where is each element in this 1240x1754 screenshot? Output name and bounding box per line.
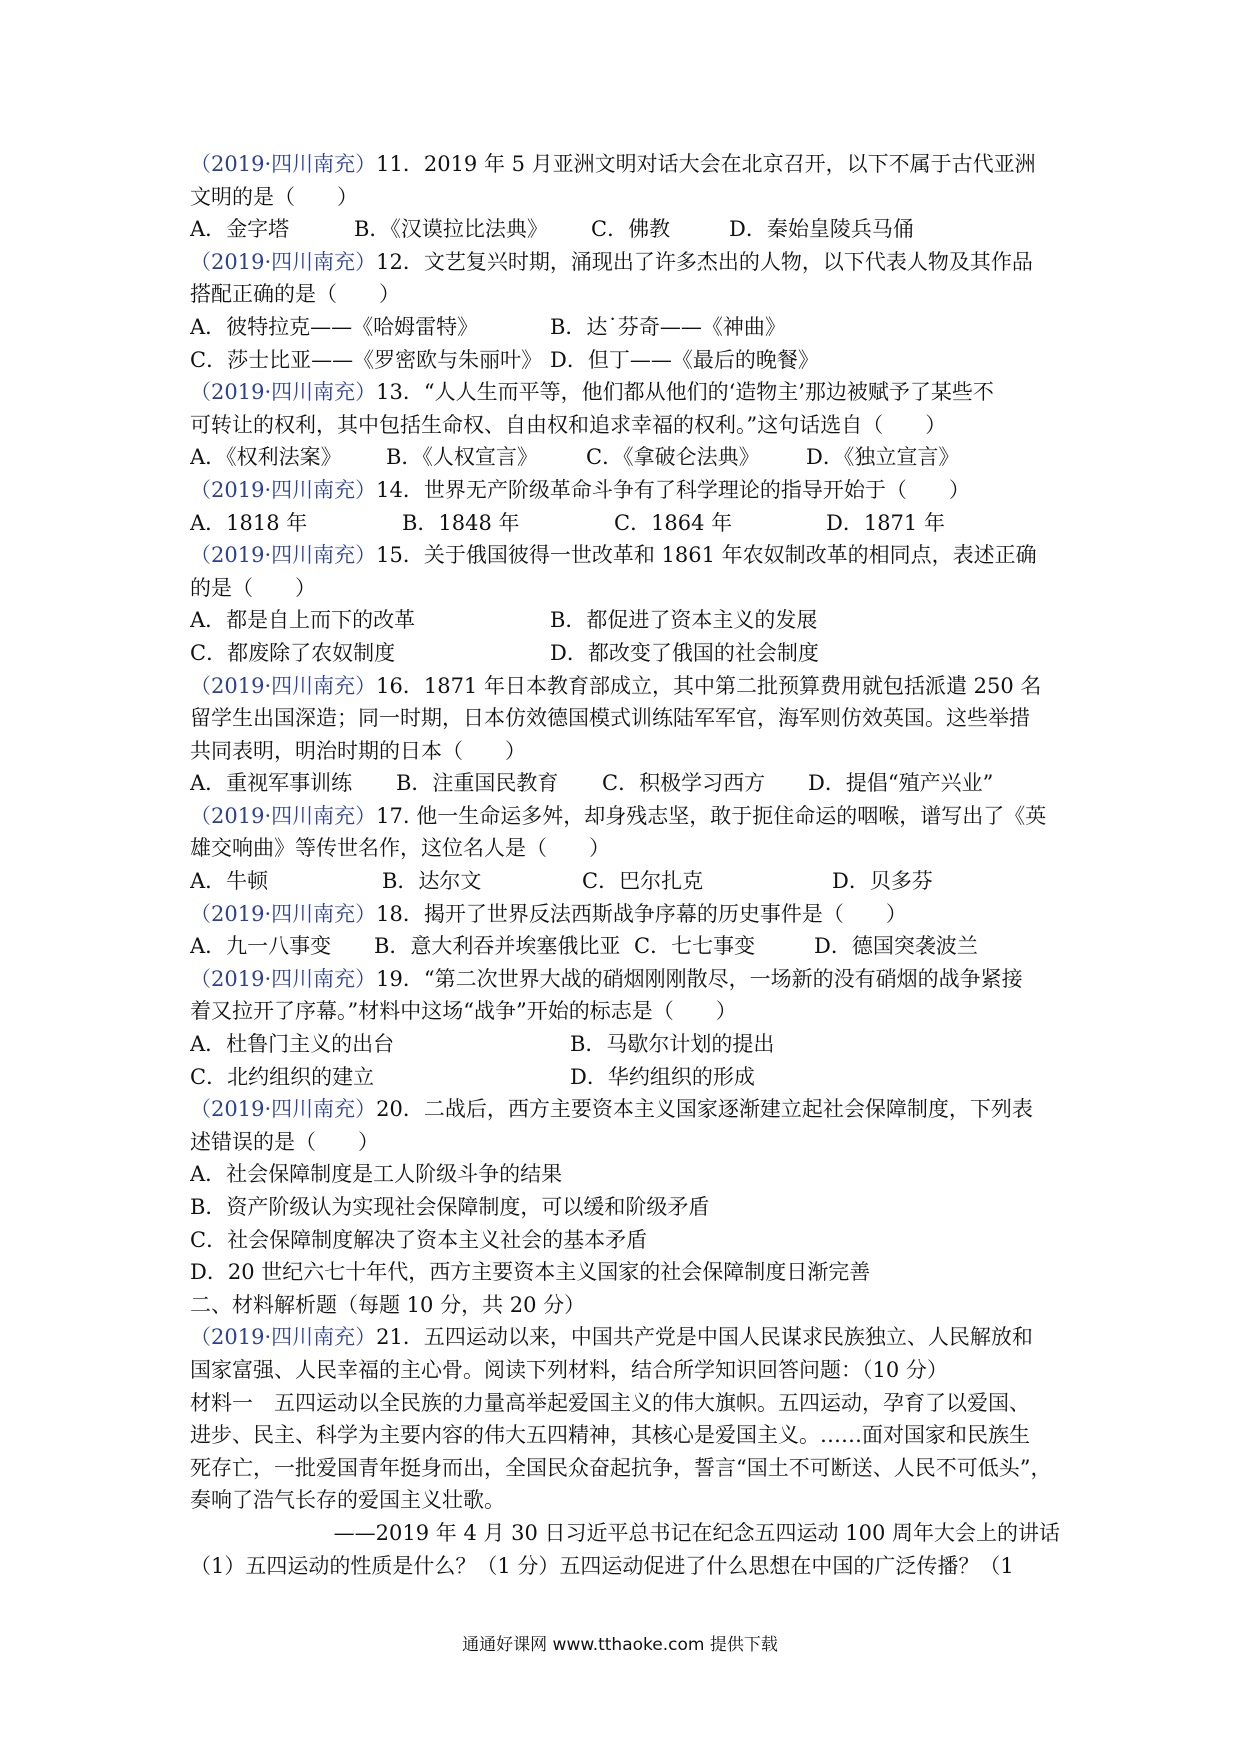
- question-16-line-3: 共同表明，明治时期的日本（ ）: [190, 738, 526, 763]
- question-21-line-1: （2019·四川南充）21．五四运动以来，中国共产党是中国人民谋求民族独立、人民解放和: [190, 1325, 1033, 1350]
- question-20-line-2: 述错误的是（ ）: [190, 1129, 379, 1154]
- question-source: （2019·四川南充）: [190, 543, 377, 568]
- option-b: B．资产阶级认为实现社会保障制度，可以缓和阶级矛盾: [190, 1195, 710, 1219]
- question-12-options-row-1: [190, 311, 1060, 344]
- option-b: B．《人权宣言》: [386, 445, 538, 470]
- option-c: C．巴尔扎克: [582, 869, 704, 894]
- question-source: （2019·四川南充）: [190, 249, 377, 274]
- option-a: A．《权利法案》: [190, 445, 342, 470]
- question-17-line-1: （2019·四川南充）17. 他一生命运多舛，却身残志坚，敢于扼住命运的咽喉，谱写出了《英: [190, 803, 1047, 828]
- option-c: C．社会保障制度解决了资本主义社会的基本矛盾: [190, 1227, 648, 1252]
- option-c: C．莎士比亚——《罗密欧与朱丽叶》: [190, 347, 543, 372]
- material-attribution: ——2019 年 4 月 30 日习近平总书记在纪念五四运动 100 周年大会上的讲话: [333, 1520, 1060, 1545]
- question-21-line-2: 国家富强、人民幸福的主心骨。阅读下列材料，结合所学知识回答问题：（10 分）: [190, 1357, 948, 1382]
- question-16-line-2: 留学生出国深造；同一时期，日本仿效德国模式训练陆军军官，海军则仿效英国。这些举措: [190, 706, 1030, 731]
- question-14-line-1: （2019·四川南充）14．世界无产阶级革命斗争有了科学理论的指导开始于（ ）: [190, 477, 970, 502]
- option-b: B．1848 年: [402, 510, 520, 535]
- question-source: （2019·四川南充）: [190, 966, 377, 991]
- question-20-line-1: （2019·四川南充）20．二战后，西方主要资本主义国家逐渐建立起社会保障制度，下列表: [190, 1097, 1033, 1122]
- option-a: A．都是自上而下的改革: [190, 608, 416, 633]
- question-19-line-1: （2019·四川南充）19．“第二次世界大战的硝烟刚刚散尽，一场新的没有硝烟的战争紧接: [190, 966, 1023, 991]
- question-12-line-2: 搭配正确的是（ ）: [190, 282, 400, 307]
- question-13-line-1: （2019·四川南充）13．“人人生而平等，他们都从他们的‘造物主’那边被赋予了某些不: [190, 380, 994, 405]
- option-b: B．达˙芬奇——《神曲》: [550, 314, 786, 339]
- question-19-line-2: 着又拉开了序幕。”材料中这场“战争”开始的标志是（ ）: [190, 999, 737, 1024]
- option-d: D．20 世纪六七十年代，西方主要资本主义国家的社会保障制度日渐完善: [190, 1260, 871, 1285]
- option-a: A．社会保障制度是工人阶级斗争的结果: [190, 1162, 563, 1187]
- question-15-options-row-2: [190, 637, 1060, 670]
- question-source: （2019·四川南充）: [190, 803, 377, 828]
- material-line-4: 奏响了浩气长存的爱国主义壮歌。: [190, 1488, 505, 1513]
- question-18-options: [190, 930, 1060, 963]
- option-b: B．马歇尔计划的提出: [570, 1032, 775, 1057]
- question-11-line-2: 文明的是（ ）: [190, 184, 358, 209]
- question-16-line-1: （2019·四川南充）16．1871 年日本教育部成立，其中第二批预算费用就包括派遣 250 名: [190, 673, 1042, 698]
- question-13-line-2: 可转让的权利，其中包括生命权、自由权和追求幸福的权利。”这句话选自（ ）: [190, 412, 947, 437]
- question-11-options: [190, 213, 1060, 246]
- option-c: C．积极学习西方: [602, 771, 766, 796]
- option-a: A．1818 年: [190, 510, 308, 535]
- option-d: D．1871 年: [826, 510, 945, 535]
- section-title: 二、材料解析题（每题 10 分，共 20 分）: [190, 1292, 586, 1317]
- question-15-options-row-1: [190, 604, 1060, 637]
- question-15-line-2: 的是（ ）: [190, 575, 316, 600]
- question-15-line-1: （2019·四川南充）15．关于俄国彼得一世改革和 1861 年农奴制改革的相同点，表述正确: [190, 543, 1037, 568]
- question-13-options: [190, 441, 1060, 474]
- material-line-2: 进步、民主、科学为主要内容的伟大五四精神，其核心是爱国主义。……面对国家和民族生: [190, 1423, 1030, 1448]
- option-c: C．1864 年: [614, 510, 733, 535]
- material-line-1: 材料一 五四运动以全民族的力量高举起爱国主义的伟大旗帜。五四运动，孕育了以爱国、: [190, 1390, 1030, 1415]
- option-c: C．北约组织的建立: [190, 1064, 375, 1089]
- option-a: A．金字塔: [190, 217, 290, 242]
- question-source: （2019·四川南充）: [190, 901, 377, 926]
- question-18-line-1: （2019·四川南充）18．揭开了世界反法西斯战争序幕的历史事件是（ ）: [190, 901, 907, 926]
- material-line-3: 死存亡，一批爱国青年挺身而出，全国民众奋起抗争，誓言“国土不可断送、人民不可低头”，: [190, 1455, 1052, 1480]
- option-b: B．注重国民教育: [396, 771, 559, 796]
- option-b: B．《汉谟拉比法典》: [354, 217, 548, 242]
- question-source: （2019·四川南充）: [190, 380, 377, 405]
- question-19-options-row-2: [190, 1061, 1060, 1094]
- question-11-line-1: （2019·四川南充）11．2019 年 5 月亚洲文明对话大会在北京召开，以下不属于古代亚洲: [190, 152, 1036, 176]
- option-d: D．华约组织的形成: [570, 1064, 755, 1089]
- option-a: A．重视军事训练: [190, 771, 353, 796]
- document-body: [190, 148, 1060, 1582]
- question-17-line-2: 雄交响曲》等传世名作，这位名人是（ ）: [190, 836, 610, 861]
- question-source: （2019·四川南充）: [190, 1097, 377, 1122]
- question-source: （2019·四川南充）: [190, 477, 377, 502]
- question-12-line-1: （2019·四川南充）12．文艺复兴时期，涌现出了许多杰出的人物，以下代表人物及其作品: [190, 249, 1033, 274]
- option-d: D．《独立宣言》: [806, 445, 960, 470]
- option-b: B．意大利吞并埃塞俄比亚: [374, 934, 621, 959]
- option-d: D．但丁——《最后的晚餐》: [550, 347, 819, 372]
- page-footer: 通通好课网 www.tthaoke.com 提供下载: [462, 1635, 778, 1655]
- option-a: A．牛顿: [190, 869, 269, 894]
- question-12-options-row-2: [190, 344, 1060, 377]
- option-d: D．提倡“殖产兴业”: [808, 771, 994, 796]
- option-c: C．《拿破仑法典》: [586, 445, 760, 470]
- question-19-options-row-1: [190, 1028, 1060, 1061]
- option-b: B．达尔文: [382, 869, 482, 894]
- option-c: C．七七事变: [634, 934, 756, 959]
- question-source: （2019·四川南充）: [190, 673, 377, 698]
- option-d: D．都改变了俄国的社会制度: [550, 640, 819, 665]
- option-a: A．彼特拉克——《哈姆雷特》: [190, 314, 479, 339]
- question-16-options: [190, 767, 1060, 800]
- question-source: （2019·四川南充）: [190, 152, 377, 176]
- option-d: D．秦始皇陵兵马俑: [729, 217, 914, 242]
- option-d: D．德国突袭波兰: [814, 934, 978, 959]
- option-d: D．贝多芬: [832, 869, 933, 894]
- question-source: （2019·四川南充）: [190, 1325, 377, 1350]
- question-14-options: [190, 507, 1060, 540]
- option-a: A．九一八事变: [190, 934, 332, 959]
- question-17-options: [190, 865, 1060, 898]
- option-c: C．佛教: [591, 217, 671, 242]
- sub-question-1: （1）五四运动的性质是什么？（1 分）五四运动促进了什么思想在中国的广泛传播？（1: [190, 1553, 1014, 1578]
- option-b: B．都促进了资本主义的发展: [550, 608, 818, 633]
- option-a: A．杜鲁门主义的出台: [190, 1032, 395, 1057]
- option-c: C．都废除了农奴制度: [190, 640, 396, 665]
